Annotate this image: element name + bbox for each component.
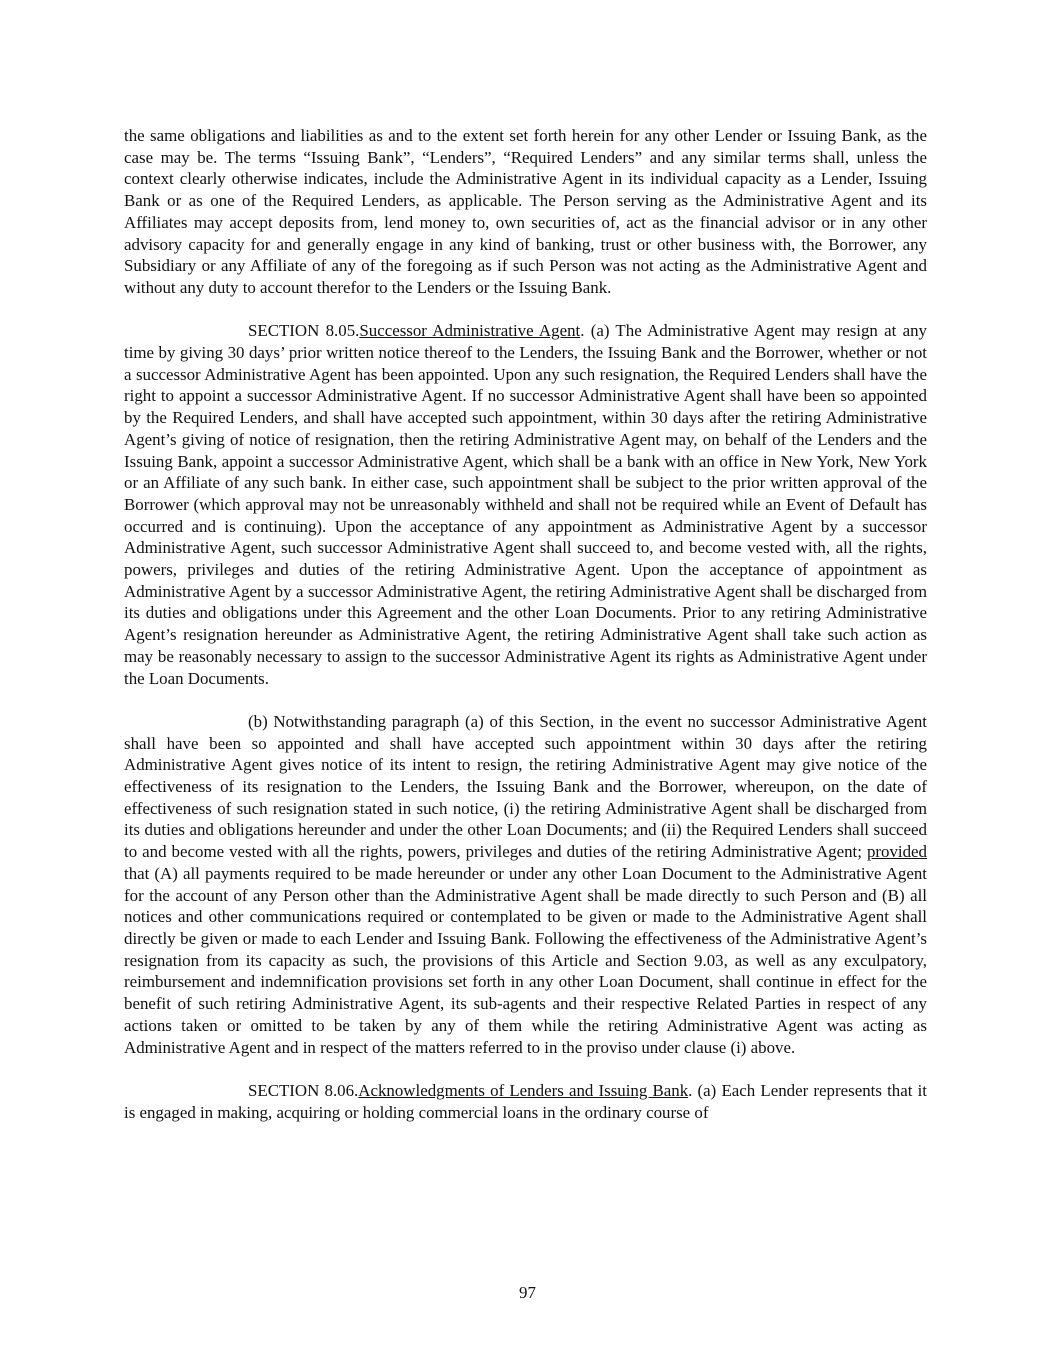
paragraph-b-text-1: (b) Notwithstanding paragraph (a) of this Section, in the event no successor Administrative Agent shall have been so appointed and shall have accepted such appointment within 30 days after the retiring Administrative Agent gives notice of its intent to resign, the retiring Administrative Agent may give notice of the effectiveness of its resignation to the Lenders, the Issuing Bank and the Borrower, whereupon, on the date of effectiveness of such resignation stated in such notice, (i) the retiring Administrative Agent shall be discharged from its duties and obligations hereunder and under the other Loan Documents; and (ii) the Required Lenders shall succeed to and become vested with all the rights, powers, privileges and duties of the retiring Administrative Agent; (124, 711, 927, 862)
document-body (124, 125, 927, 1145)
section-8-06-title: Acknowledgments of Lenders and Issuing Bank (358, 1080, 689, 1100)
section-8-06-paragraph (124, 1080, 927, 1123)
section-8-05-title: Successor Administrative Agent (359, 321, 581, 341)
section-8-06-text: . (a) Each Lender represents that it is engaged in making, acquiring or holding commercial loans in the ordinary course of (124, 1080, 927, 1122)
paragraph-text: the same obligations and liabilities as and to the extent set forth herein for any other Lender or Issuing Bank, as the case may be. The terms “Issuing Bank”, “Lenders”, “Required Lenders” and any similar terms shall, unless the context clearly otherwise indicates, include the Administrative Agent in its individual capacity as a Lender, Issuing Bank or as one of the Required Lenders, as applicable. The Person serving as the Administrative Agent and its Affiliates may accept deposits from, lend money to, own securities of, act as the financial advisor or in any other advisory capacity for and generally engage in any kind of banking, trust or other business with, the Borrower, any Subsidiary or any Affiliate of any of the foregoing as if such Person was not acting as the Administrative Agent and without any duty to account therefor to the Lenders or the Issuing Bank. (124, 126, 927, 297)
page-number: 97 (519, 1283, 536, 1302)
section-8-05-number: SECTION 8.05. (248, 321, 360, 341)
provided-term: provided (866, 842, 927, 862)
section-8-05-text: . (a) The Administrative Agent may resign at any time by giving 30 days’ prior written notice thereof to the Lenders, the Issuing Bank and the Borrower, whether or not a successor Administrative Agent has been appointed. Upon any such resignation, the Required Lenders shall have the right to appoint a successor Administrative Agent. If no successor Administrative Agent shall have been so appointed by the Required Lenders, and shall have accepted such appointment, within 30 days after the retiring Administrative Agent’s giving of notice of resignation, then the retiring Administrative Agent may, on behalf of the Lenders and the Issuing Bank, appoint a successor Administrative Agent, which shall be a bank with an office in New York, New York or an Affiliate of any such bank. In either case, such appointment shall be subject to the prior written approval of the Borrower (which approval may not be unreasonably withheld and shall not be required while an Event of Default has occurred and is continuing). Upon the acceptance of any appointment as Administrative Agent by a successor Administrative Agent, such successor Administrative Agent shall succeed to, and become vested with, all the rights, powers, privileges and duties of the retiring Administrative Agent. Upon the acceptance of appointment as Administrative Agent by a successor Administrative Agent, the retiring Administrative Agent shall be discharged from its duties and obligations under this Agreement and the other Loan Documents. Prior to any retiring Administrative Agent’s resignation hereunder as Administrative Agent, the retiring Administrative Agent shall take such action as may be reasonably necessary to assign to the successor Administrative Agent its rights as Administrative Agent under the Loan Documents. (124, 321, 927, 688)
section-8-06-number: SECTION 8.06. (248, 1080, 359, 1100)
paragraph-b (124, 711, 927, 1058)
section-8-05-paragraph (124, 320, 927, 689)
paragraph-continuation (124, 125, 927, 299)
paragraph-b-text-2: that (A) all payments required to be made hereunder or under any other Loan Document to the Administrative Agent for the account of any Person other than the Administrative Agent shall be made directly to such Person and (B) all notices and other communications required or contemplated to be given or made to the Administrative Agent shall directly be given or made to each Lender and Issuing Bank. Following the effectiveness of the Administrative Agent’s resignation from its capacity as such, the provisions of this Article and Section 9.03, as well as any exculpatory, reimbursement and indemnification provisions set forth in any other Loan Document, shall continue in effect for the benefit of such retiring Administrative Agent, its sub-agents and their respective Related Parties in respect of any actions taken or omitted to be taken by any of them while the retiring Administrative Agent was acting as Administrative Agent and in respect of the matters referred to in the proviso under clause (i) above. (124, 863, 927, 1057)
